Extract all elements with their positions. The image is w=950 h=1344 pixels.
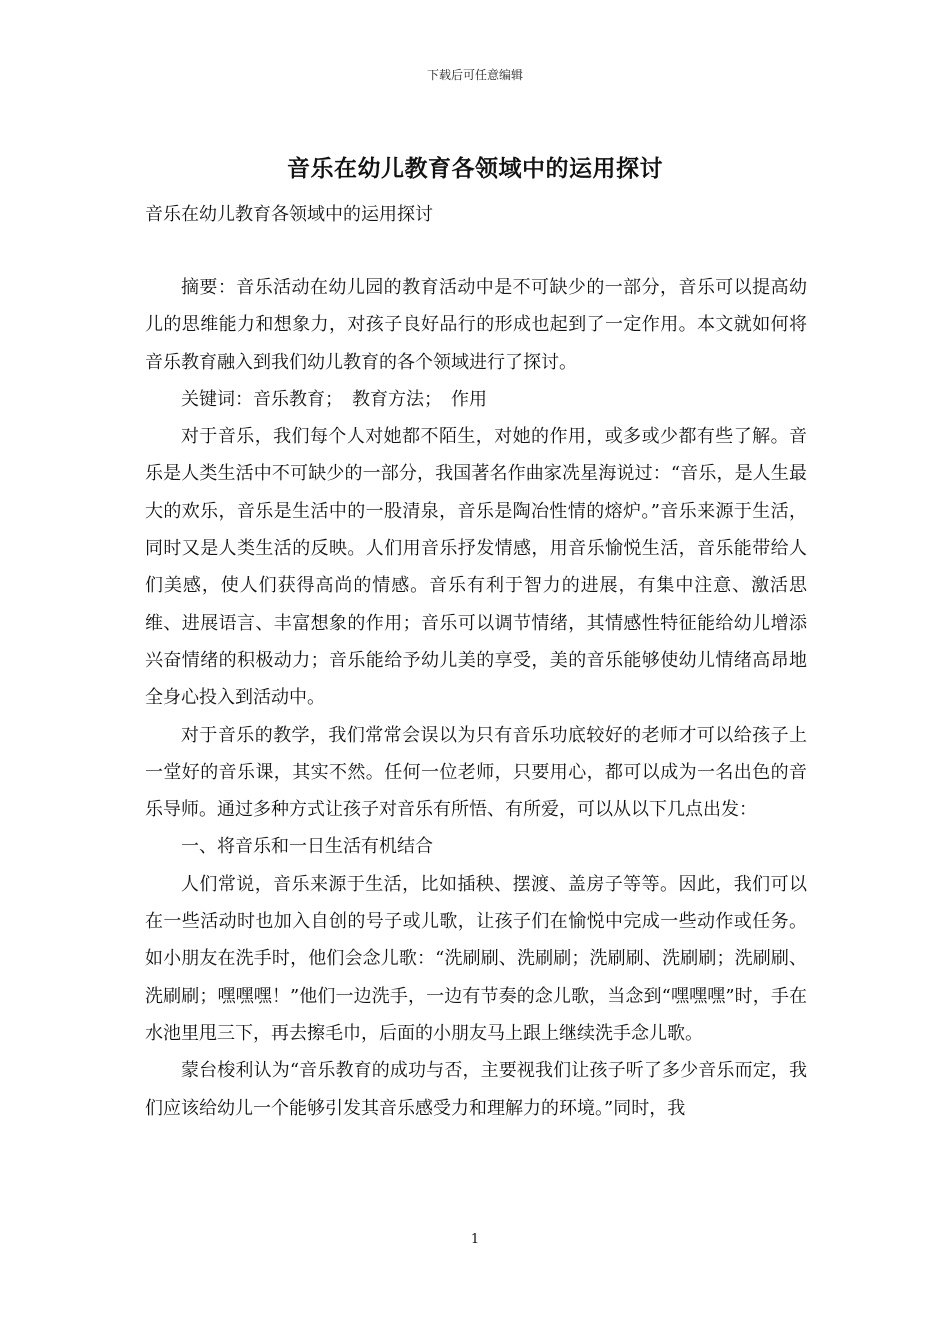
document-body bbox=[145, 269, 807, 1127]
document-title: 音乐在幼儿教育各领域中的运用探讨 bbox=[287, 155, 663, 182]
body-paragraph: 蒙台梭利认为“音乐教育的成功与否，主要视我们让孩子听了多少音乐而定，我们应该给幼儿一个能够引发其音乐感受力和理解力的环境。”同时，我 bbox=[145, 1060, 807, 1119]
abstract-paragraph: 摘要：音乐活动在幼儿园的教育活动中是不可缺少的一部分，音乐可以提高幼儿的思维能力和想象力，对孩子良好品行的形成也起到了一定作用。本文就如何将音乐教育融入到我们幼儿教育的各个领域进行了探讨。 bbox=[145, 277, 807, 373]
body-paragraph: 人们常说，音乐来源于生活，比如插秧、摆渡、盖房子等等。因此，我们可以在一些活动时也加入自创的号子或儿歌，让孩子们在愉悦中完成一些动作或任务。如小朋友在洗手时，他们会念儿歌：“洗刷刷、洗刷刷；洗刷刷、洗刷刷；洗刷刷、洗刷刷；嘿嘿嘿！”他们一边洗手，一边有节奏的念儿歌，当念到“嘿嘿嘿”时，手在水池里甩三下，再去擦毛巾，后面的小朋友马上跟上继续洗手念儿歌。 bbox=[145, 873, 807, 1044]
header-note: 下载后可任意编辑 bbox=[426, 68, 523, 82]
page-number: 1 bbox=[470, 1232, 480, 1247]
document-subtitle: 音乐在幼儿教育各领域中的运用探讨 bbox=[145, 204, 433, 225]
section-heading: 一、将音乐和一日生活有机结合 bbox=[181, 836, 433, 858]
body-paragraph: 对于音乐，我们每个人对她都不陌生，对她的作用，或多或少都有些了解。音乐是人类生活中不可缺少的一部分，我国著名作曲家冼星海说过：“音乐，是人生最大的欢乐，音乐是生活中的一股清泉，音乐是陶冶性情的熔炉。”音乐来源于生活，同时又是人类生活的反映。人们用音乐抒发情感，用音乐愉悦生活，音乐能带给人们美感，使人们获得高尚的情感。音乐有利于智力的进展，有集中注意、激活思维、进展语言、丰富想象的作用；音乐可以调节情绪，其情感性特征能给幼儿增添兴奋情绪的积极动力；音乐能给予幼儿美的享受，美的音乐能够使幼儿情绪高昂地全身心投入到活动中。 bbox=[145, 426, 807, 709]
keywords-paragraph: 关键词：音乐教育； 教育方法； 作用 bbox=[181, 388, 487, 410]
body-paragraph: 对于音乐的教学，我们常常会误以为只有音乐功底较好的老师才可以给孩子上一堂好的音乐课，其实不然。任何一位老师，只要用心，都可以成为一名出色的音乐导师。通过多种方式让孩子对音乐有所悟、有所爱，可以从以下几点出发： bbox=[145, 724, 807, 821]
